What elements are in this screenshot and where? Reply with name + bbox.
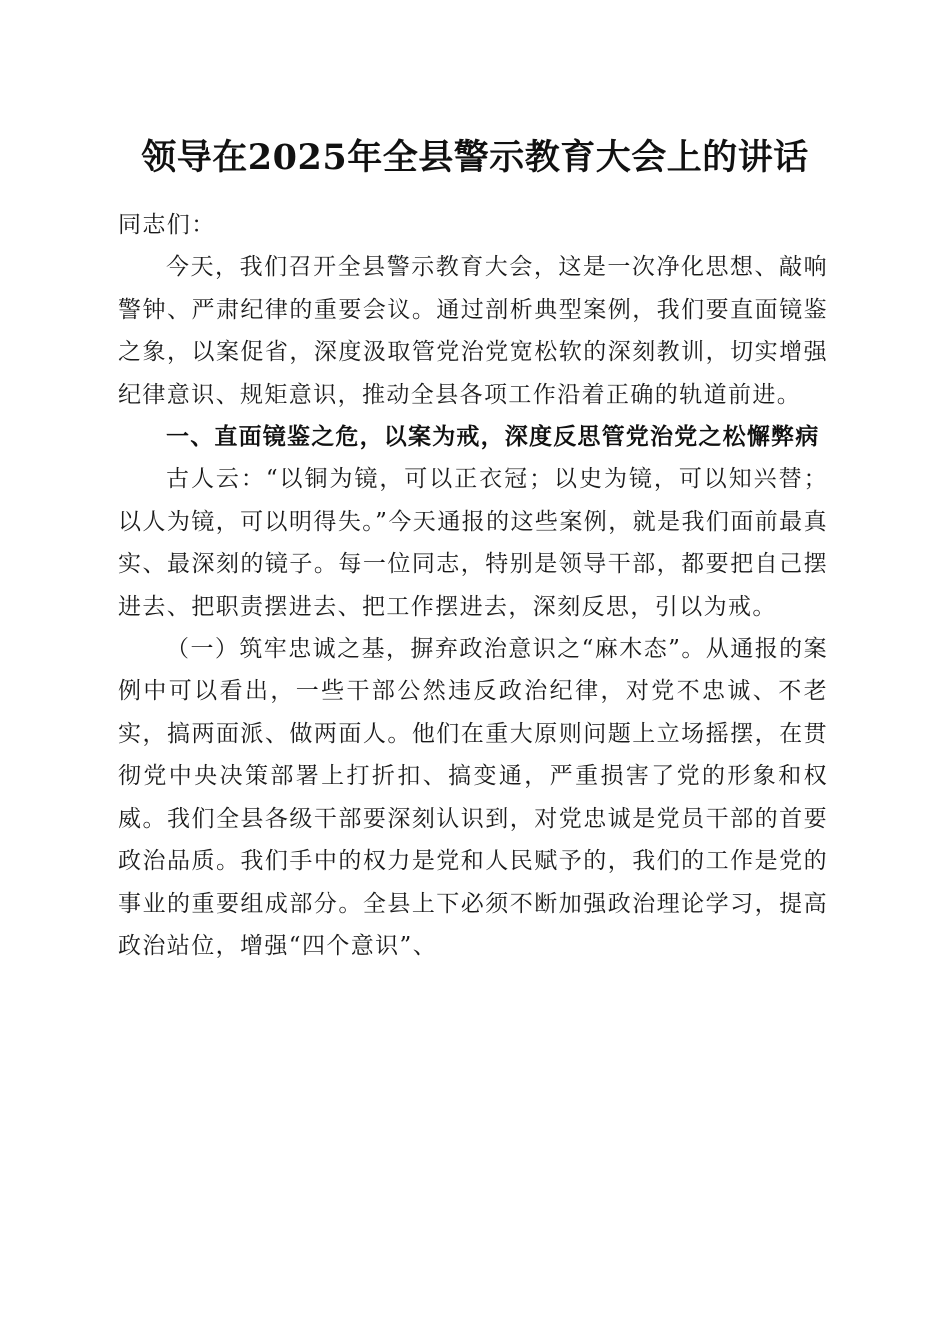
section-1-paragraph: 古人云：“以铜为镜，可以正衣冠；以史为镜，可以知兴替；以人为镜，可以明得失。”今天通报的这些案例，就是我们面前最真实、最深刻的镜子。每一位同志，特别是领导干部，都要把自己摆进去、把职责摆进去、把工作摆进去，深刻反思，引以为戒。 xyxy=(118,466,828,620)
document-body xyxy=(118,204,828,967)
intro-paragraph: 今天，我们召开全县警示教育大会，这是一次净化思想、敲响警钟、严肃纪律的重要会议。通过剖析典型案例，我们要直面镜鉴之象，以案促省，深度汲取管党治党宽松软的深刻教训，切实增强纪律意识、规矩意识，推动全县各项工作沿着正确的轨道前进。 xyxy=(118,254,828,408)
section-heading-1: 一、直面镜鉴之危，以案为戒，深度反思管党治党之松懈弊病 xyxy=(166,424,820,451)
salutation: 同志们： xyxy=(118,212,216,238)
subsection-1-paragraph: （一）筑牢忠诚之基，摒弃政治意识之“麻木态”。从通报的案例中可以看出，一些干部公然违反政治纪律，对党不忠诚、不老实，搞两面派、做两面人。他们在重大原则问题上立场摇摆，在贯彻党中央决策部署上打折扣、搞变通，严重损害了党的形象和权威。我们全县各级干部要深刻认识到，对党忠诚是党员干部的首要政治品质。我们手中的权力是党和人民赋予的，我们的工作是党的事业的重要组成部分。全县上下必须不断加强政治理论学习，提高政治站位，增强“四个意识”、 xyxy=(118,636,828,959)
document-title: 领导在2025年全县警示教育大会上的讲话 xyxy=(141,137,809,178)
